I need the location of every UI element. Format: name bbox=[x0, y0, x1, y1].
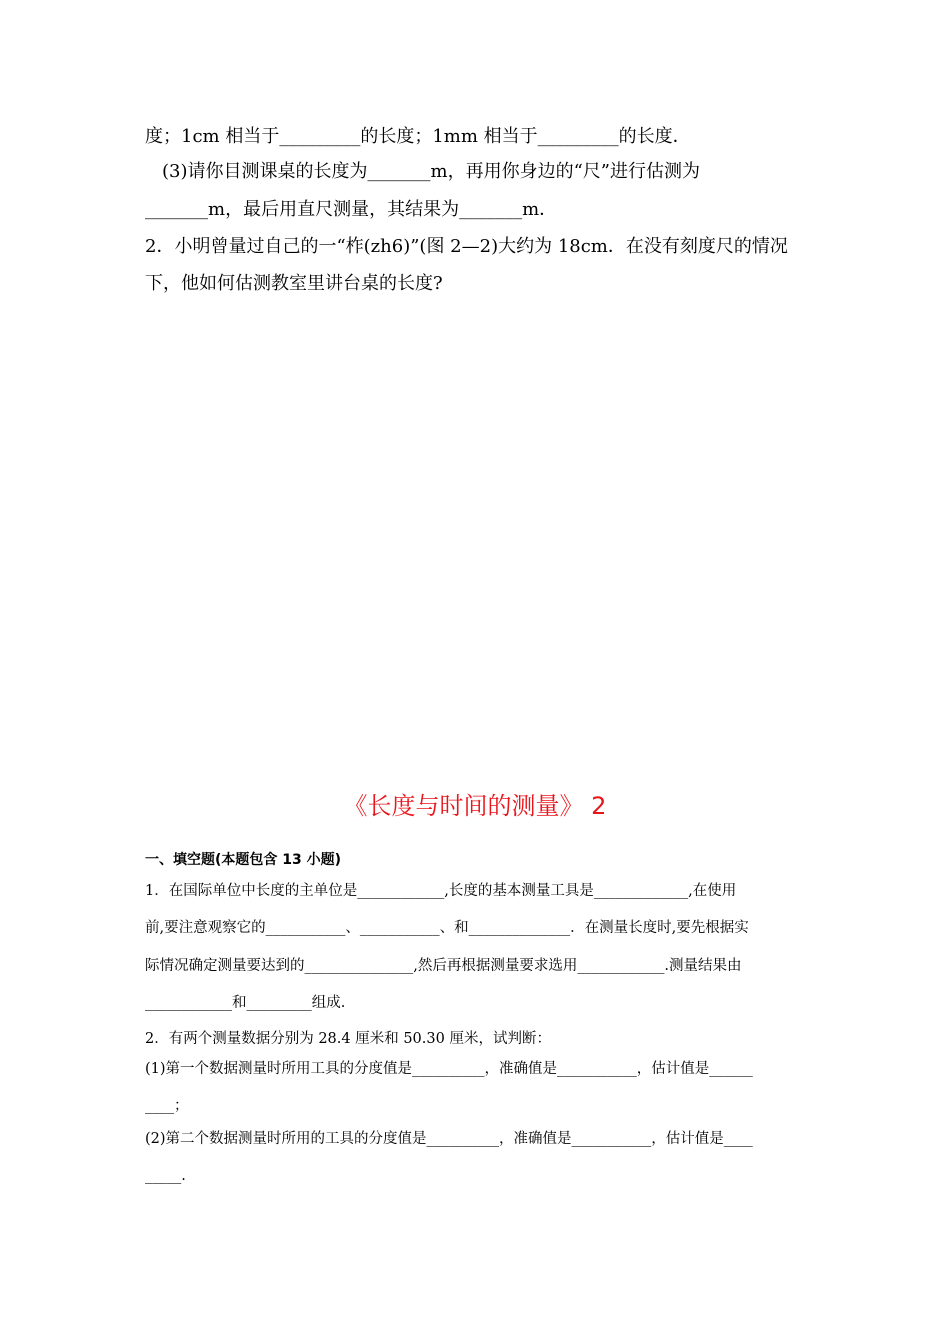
text-line: _____. bbox=[145, 1168, 186, 1184]
text-line: 际情况确定测量要达到的_______________,然后再根据测量要求选用____________.测量结果由 bbox=[145, 958, 742, 974]
question-1: 1．在国际单位中长度的主单位是____________,长度的基本测量工具是_____________,在使用 bbox=[145, 883, 737, 899]
text-line: 前,要注意观察它的___________、___________、和______________．在测量长度时,要先根据实 bbox=[145, 920, 749, 936]
sub-question-2: (2)第二个数据测量时所用的工具的分度值是__________，准确值是___________，估计值是____ bbox=[145, 1131, 753, 1147]
text-line: ____； bbox=[145, 1098, 189, 1114]
text-line: _______m，最后用直尺测量，其结果为_______m． bbox=[145, 199, 558, 220]
question-2b: 2．有两个测量数据分别为 28.4 厘米和 50.30 厘米，试判断： bbox=[145, 1031, 551, 1047]
question-3: (3)请你目测课桌的长度为_______m，再用你身边的“尺”进行估测为 bbox=[162, 161, 700, 182]
text-line: 度；1cm 相当于_________的长度；1mm 相当于_________的长度． bbox=[145, 126, 691, 147]
text-line: ____________和_________组成. bbox=[145, 995, 346, 1011]
text-line: 下，他如何估测教室里讲台桌的长度? bbox=[145, 273, 443, 294]
section-heading: 一、填空题(本题包含 13 小题) bbox=[145, 852, 342, 868]
sub-question-1: (1)第一个数据测量时所用工具的分度值是__________，准确值是___________，估计值是______ bbox=[145, 1061, 753, 1077]
page-title: 《长度与时间的测量》 2 bbox=[343, 792, 607, 820]
question-2: 2．小明曾量过自己的一“柞(zh6)”(图 2—2)大约为 18cm．在没有刻度尺的情况 bbox=[145, 236, 788, 257]
